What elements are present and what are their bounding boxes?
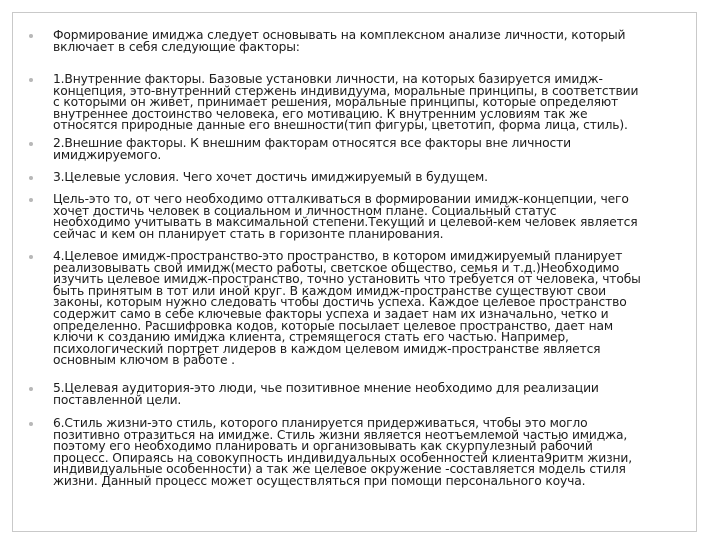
item-text: 1.Внутренние факторы. Базовые установки личности, на которых базируется имидж- концепция, это-внутренний стержень индивидуума, моральные принципы, в соответствии с которыми он живет, принимает решения, моральные принципы, которые определяют внутреннее достоинство человека, его мотивацию. К внутренним условиям так же относятся природные данные его внешности(тип фигуры, цветотип, форма лица, стиль). bbox=[53, 72, 639, 133]
bullet-icon bbox=[29, 422, 33, 426]
bullet-icon bbox=[29, 255, 33, 259]
bullet-icon bbox=[29, 142, 33, 146]
bullet-icon bbox=[29, 34, 33, 38]
item-text: 2.Внешние факторы. К внешним факторам относятся все факторы вне личности имиджируемого. bbox=[53, 136, 571, 162]
bullet-icon bbox=[29, 176, 33, 180]
item-text: Цель-это то, от чего необходимо отталкиваться в формировании имидж-концепции, чего хочет достичь человек в социальном и личностном плане. Социальный статус необходимо учитывать в максимальной степени.Текущий и целевой-кем человек является сейчас и кем он планирует стать в горизонте планирования. bbox=[53, 192, 638, 241]
item-text: 3.Целевые условия. Чего хочет достичь имиджируемый в будущем. bbox=[53, 170, 488, 184]
item-text: 4.Целевое имидж-пространство-это пространство, в котором имиджируемый планирует реализовывать свой имидж(место работы, светское общество, семья и т.д.)Необходимо изучить целевое имидж-пространство, точно установить что требуется от человека, чтобы быть принятым в тот или иной круг. В каждом имидж-пространстве существуют свои законы, которым нужно следовать чтобы достичь успеха. Каждое целевое пространство содержит само в себе ключевые факторы успеха и задает нам их изначально, четко и определенно. Расшифровка кодов, которые посылает целевое пространство, дает нам ключи к созданию имиджа клиента, стремящегося стать его частью. Например, психологический портрет лидеров в каждом целевом имидж-пространстве является основным ключом в работе . bbox=[53, 249, 641, 368]
item-text: 5.Целевая аудитория-это люди, чье позитивное мнение необходимо для реализации поставленной цели. bbox=[53, 381, 599, 407]
item-text: 6.Стиль жизни-это стиль, которого планируется придерживаться, чтобы это могло позитивно отразиться на имидже. Стиль жизни является неотъемлемой частью имиджа, поэтому его необходимо планировать и организовывать как скурпулезный рабочий процесс. Опираясь на совокупность индивидуальных особенностей клиента9ритм жизни, индивидуальные особенности) а так же целевое окружение -составляется модель стиля жизни. Данный процесс может осуществляться при помощи персонального коуча. bbox=[53, 416, 632, 488]
slide-frame bbox=[12, 12, 697, 532]
bullet-icon bbox=[29, 198, 33, 202]
bullet-icon bbox=[29, 387, 33, 391]
item-text: Формирование имиджа следует основывать на комплексном анализе личности, который включает в себя следующие факторы: bbox=[53, 28, 626, 54]
bullet-icon bbox=[29, 78, 33, 82]
